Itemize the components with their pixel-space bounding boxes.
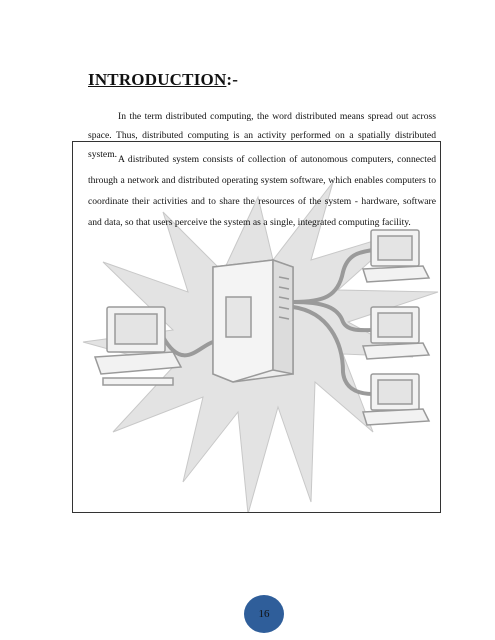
intro-paragraph-2: A distributed system consists of collection of autonomous computers, connected through a network and distributed operating system software, which enables computers to coordinate their activities and to share the resources of the system - hardware, software and data, so that users perceive the system as a single, integrated computing facility. <box>88 154 436 228</box>
intro-paragraph-2-wrapper <box>88 141 436 233</box>
desktop-computer-icon <box>363 307 429 359</box>
heading-title: INTRODUCTION <box>88 70 227 89</box>
heading-suffix: :- <box>226 70 239 89</box>
page-number-badge <box>244 595 284 633</box>
section-heading <box>88 70 238 90</box>
intro-paragraph-1: In the term distributed computing, the word distributed means spread out across space. Thus, distributed computing is an activity performed on a spatially distributed system. <box>88 111 436 160</box>
desktop-computer-icon <box>363 374 429 425</box>
desktop-computer-icon <box>363 230 429 282</box>
page-number: 16 <box>258 608 270 620</box>
server-tower-icon <box>213 260 293 382</box>
